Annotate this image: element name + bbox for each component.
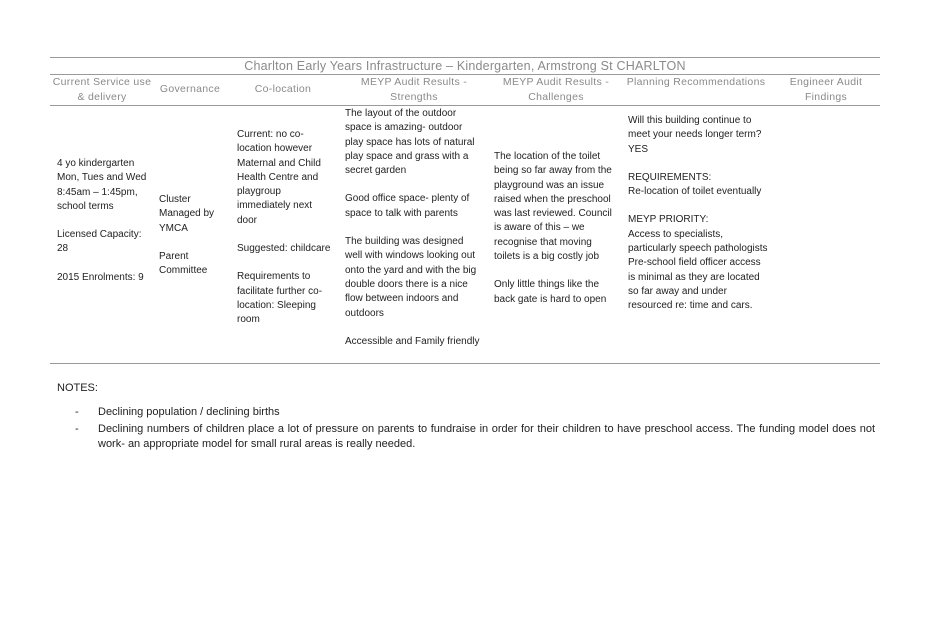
header-strengths: MEYP Audit Results - Strengths — [360, 76, 468, 103]
co-location-requirements: Requirements to facilitate further co-location: Sleeping room — [237, 271, 323, 326]
challenge-toilet: The location of the toilet being so far away from the playground was an issue raised when the preschool was last reviewed. Council is aware of this – we recognise that moving toilets is a big costly job — [494, 151, 612, 263]
dash-bullet: - — [75, 406, 79, 418]
challenge-gate: Only little things like the back gate is hard to open — [494, 279, 607, 305]
strength-building: The building was designed well with windows looking out onto the yard and with the big double doors there is a nice flow between indoors and outdoors — [345, 236, 477, 319]
licensed-capacity: Licensed Capacity: 28 — [57, 229, 142, 255]
planning-requirements-heading: REQUIREMENTS: — [628, 171, 712, 183]
governance-committee: Parent Committee — [159, 250, 208, 277]
list-item — [75, 422, 875, 453]
cell-strengths — [345, 107, 483, 349]
note-text: Declining population / declining births — [98, 406, 280, 418]
planning-priority-2: Pre-school field officer access is minimal as they are located so far away and under resourced re: time and cars. — [628, 257, 761, 312]
co-location-current: Current: no co-location however Maternal and Child Health Centre and playgroup immediately next door — [237, 129, 321, 226]
cell-governance — [159, 193, 227, 278]
planning-priority-heading: MEYP PRIORITY: — [628, 214, 709, 226]
header-planning: Planning Recommendations — [626, 76, 766, 88]
cell-current-service — [57, 157, 147, 285]
notes-list — [75, 405, 875, 454]
cell-challenges — [494, 150, 618, 307]
header-divider — [50, 105, 880, 106]
note-text: Declining numbers of children place a lot of pressure on parents to fundraise in order for their children to have preschool access. The funding model does not work- an appropriate model for small rural areas is really needed. — [98, 422, 875, 450]
strength-office: Good office space- plenty of space to talk with parents — [345, 193, 470, 219]
planning-question: Will this building continue to meet your needs longer term? YES — [628, 115, 762, 155]
planning-priority-1: Access to specialists, particularly speech pathologists — [628, 228, 768, 255]
strength-outdoor: The layout of the outdoor space is amazing- outdoor play space has lots of natural play space and grass with a secret garden — [345, 108, 475, 177]
header-current-service: Current Service use & delivery — [52, 76, 152, 103]
list-item — [75, 405, 875, 421]
table-bottom-divider — [50, 363, 880, 364]
header-engineer: Engineer Audit Findings — [789, 76, 863, 103]
page-title: Charlton Early Years Infrastructure – Kindergarten, Armstrong St CHARLTON — [50, 57, 880, 75]
planning-requirements-text: Re-location of toilet eventually — [628, 186, 762, 198]
notes-label: NOTES: — [57, 382, 98, 394]
cell-planning — [628, 114, 768, 314]
cell-co-location — [237, 128, 333, 328]
header-challenges: MEYP Audit Results - Challenges — [502, 76, 610, 103]
strength-accessible: Accessible and Family friendly — [345, 335, 480, 347]
header-governance: Governance — [159, 83, 221, 95]
header-co-location: Co-location — [254, 83, 312, 95]
governance-managed: Cluster Managed by YMCA — [159, 194, 215, 234]
co-location-suggested: Suggested: childcare — [237, 243, 331, 255]
enrolments: 2015 Enrolments: 9 — [57, 271, 144, 283]
service-delivery: 4 yo kindergarten Mon, Tues and Wed 8:45am – 1:45pm, school terms — [57, 158, 147, 212]
dash-bullet: - — [75, 422, 79, 435]
